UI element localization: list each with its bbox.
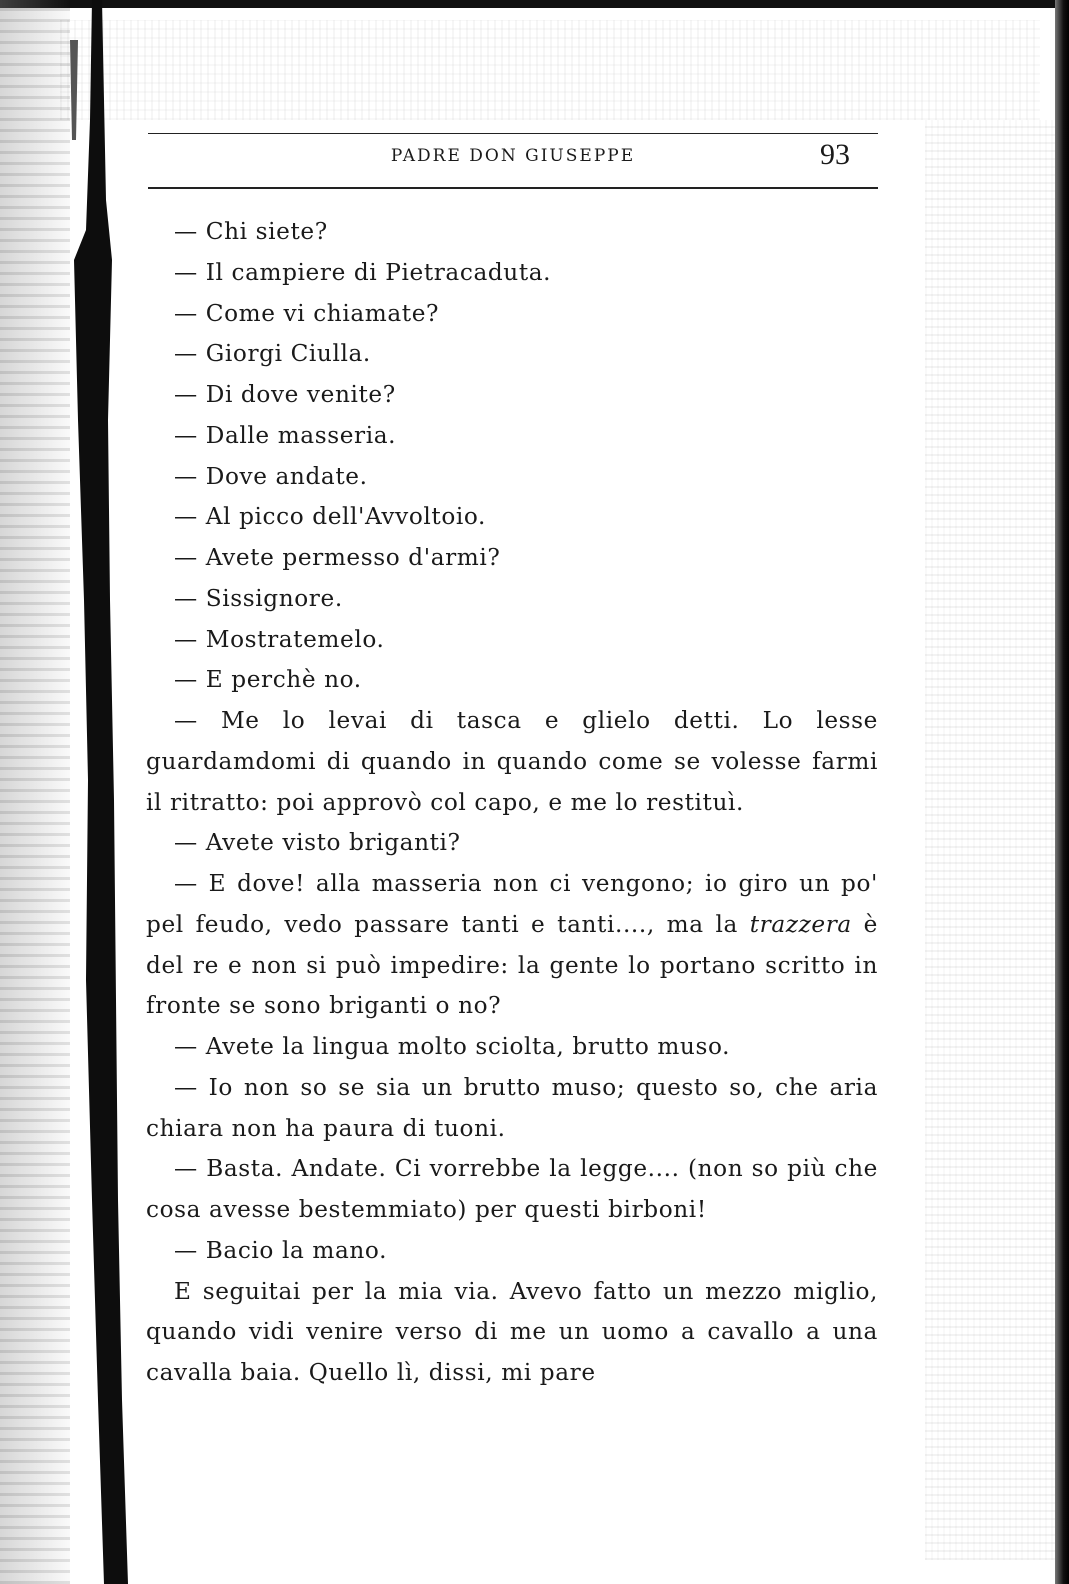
dialogue-paragraph: — Basta. Andate. Ci vorrebbe la legge.... (non so più che cosa avesse bestemmiato) per questi birboni! [146, 1155, 878, 1223]
dialogue-line: — Avete visto briganti? [174, 829, 461, 857]
dialogue-line: — E perchè no. [174, 666, 362, 694]
scan-right-edge [1055, 0, 1069, 1584]
running-title: PADRE DON GIUSEPPE [390, 146, 636, 166]
dialogue-line: — Avete permesso d'armi? [174, 544, 501, 571]
page-body [146, 212, 878, 1394]
dialogue-line: — Sissignore. [174, 584, 343, 612]
book-spine-shadow [68, 0, 138, 1584]
dialogue-line: — Di dove venite? [174, 381, 396, 408]
dialogue-paragraph [146, 864, 878, 1027]
dialogue-line: — Giorgi Ciulla. [174, 340, 371, 368]
scan-top-edge [0, 0, 1069, 8]
scan-noise-top [60, 20, 1040, 120]
italic-word: trazzera [749, 910, 852, 938]
dialogue-line: — Il campiere di Pietracaduta. [174, 258, 552, 286]
dialogue-line: — Come vi chiamate? [174, 299, 440, 327]
dialogue-line: — Mostratemelo. [174, 625, 385, 653]
dialogue-text: — E dove! alla masseria non ci vengono; io giro un po' pel feudo, vedo passare tanti e tanti...., ma la [146, 870, 878, 938]
dialogue-line: — Avete la lingua molto sciolta, brutto muso. [174, 1033, 731, 1060]
dialogue-paragraph: — Me lo levai di tasca e glielo detti. Lo lesse guardamdomi di quando in quando come se volesse farmi il ritratto: poi approvò col capo, e me lo restituì. [146, 707, 878, 816]
dialogue-line: — Dove andate. [174, 462, 368, 490]
dialogue-line: — Bacio la mano. [174, 1236, 388, 1264]
dialogue-text: è del re e non si può impedire: la gente lo portano scritto in fronte se sono briganti o no? [146, 910, 878, 1020]
dialogue-line: — Al picco dell'Avvoltoio. [174, 503, 487, 531]
dialogue-line: — Dalle masseria. [174, 421, 397, 449]
running-header [148, 133, 878, 189]
scan-left-margin [0, 0, 70, 1584]
dialogue-line: — Chi siete? [174, 218, 328, 245]
scan-noise-right [925, 120, 1055, 1560]
dialogue-paragraph: — Io non so se sia un brutto muso; questo so, che aria chiara non ha paura di tuoni. [146, 1073, 878, 1142]
page-number: 93 [820, 138, 850, 171]
narrative-paragraph: E seguitai per la mia via. Avevo fatto un mezzo miglio, quando vidi venire verso di me un uomo a cavallo a una cavalla baia. Quello lì, dissi, mi pare [146, 1277, 878, 1386]
